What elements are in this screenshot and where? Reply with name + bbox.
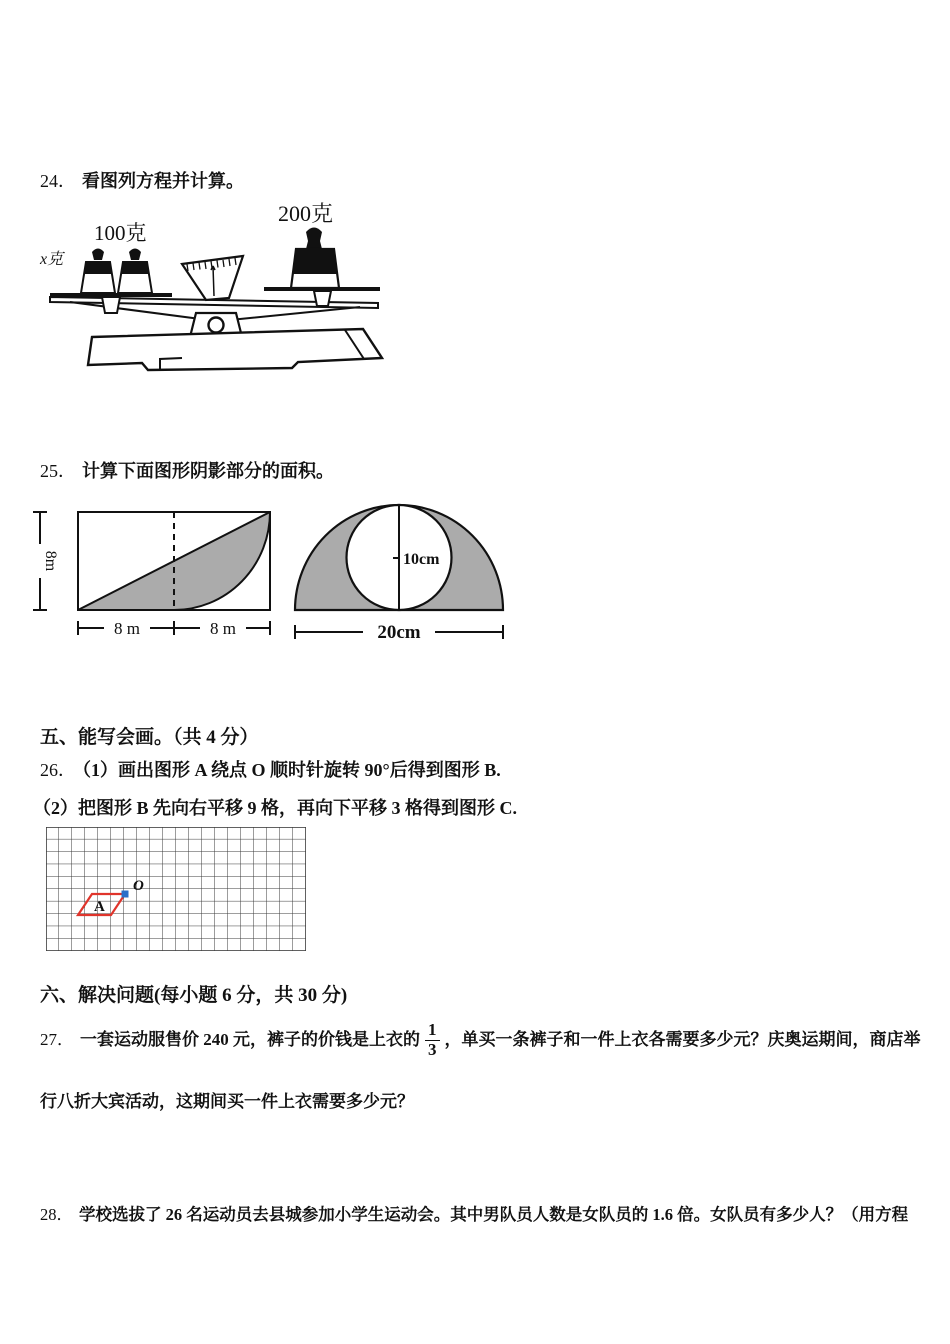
section-5-heading: 五、能写会画。（共 4 分） (40, 727, 259, 748)
grid-figure (46, 827, 306, 951)
question-26-part1 (40, 757, 501, 783)
balance-label-100: 100克 (94, 221, 147, 245)
question-27-text-before: 一套运动服售价 240 元，裤子的价钱是上衣的 (80, 1029, 420, 1049)
balance-label-x: x克 (40, 251, 64, 268)
balance-base (88, 329, 382, 370)
question-27-number: 27． (40, 1029, 74, 1049)
question-26-part2 (33, 795, 517, 821)
bottom-seg1-label: 8 m (114, 619, 140, 638)
question-24-text: 看图列方程并计算。 (82, 171, 244, 191)
bottom-seg2-label: 8 m (210, 619, 236, 638)
weight-100-band (121, 262, 149, 274)
balance-scale-figure (30, 196, 435, 384)
question-26-part1-text: （1）画出图形 A 绕点 O 顺时针旋转 90°后得到图形 B. (82, 760, 501, 780)
question-24 (40, 168, 244, 194)
balance-label-200: 200克 (278, 201, 334, 226)
weight-100-knob (129, 249, 141, 261)
fraction-numerator: 1 (428, 1019, 437, 1039)
grid (46, 827, 306, 951)
question-25-text: 计算下面图形阴影部分的面积。 (82, 461, 334, 481)
diameter-label: 20cm (377, 622, 421, 643)
weight-200-neck (306, 241, 322, 249)
rotation-point-dot (122, 891, 129, 898)
question-27-text-after: ，单买一条裤子和一件上衣各需要多少元？庆奥运期间，商店举 (444, 1029, 921, 1049)
question-27-line2-text: 行八折大宾活动，这期间买一件上衣需要多少元？ (40, 1092, 414, 1111)
balance-right-pan-stem (314, 291, 331, 306)
radius-label: 10cm (403, 551, 440, 568)
question-28 (40, 1203, 908, 1227)
fraction-denominator: 3 (425, 1040, 440, 1060)
question-26-number: 26． (40, 760, 76, 780)
section-6-heading: 六、解决问题(每小题 6 分，共 30 分) (40, 985, 348, 1006)
question-27-line1 (40, 1012, 921, 1068)
balance-dial (182, 256, 243, 300)
weight-x-knob (92, 249, 104, 261)
question-28-number: 28． (40, 1205, 73, 1224)
balance-pivot (209, 318, 224, 333)
figure-a-label: A (94, 899, 105, 915)
point-o-label: O (133, 878, 144, 894)
weight-x-band (84, 262, 112, 274)
question-25 (40, 458, 334, 484)
question-25-number: 25． (40, 461, 76, 481)
fraction-one-third (425, 1021, 440, 1059)
question-26-part2-text: （2）把图形 B 先向右平移 9 格，再向下平移 3 格得到图形 C. (33, 798, 518, 818)
shaded-semicircle-figure (283, 492, 533, 647)
weight-200-band (293, 249, 337, 274)
weight-200-knob (306, 228, 322, 242)
question-24-number: 24． (40, 171, 76, 191)
question-27-line2 (40, 1090, 414, 1115)
question-28-text: 学校选拔了 26 名运动员去县城参加小学生运动会。其中男队员人数是女队员的 1.6 倍。女队员有多少人？（用方程 (79, 1205, 909, 1224)
shaded-rectangle-figure (28, 492, 288, 644)
left-dimension-label: 8m (42, 550, 59, 572)
balance-left-pan-stem (102, 297, 120, 313)
